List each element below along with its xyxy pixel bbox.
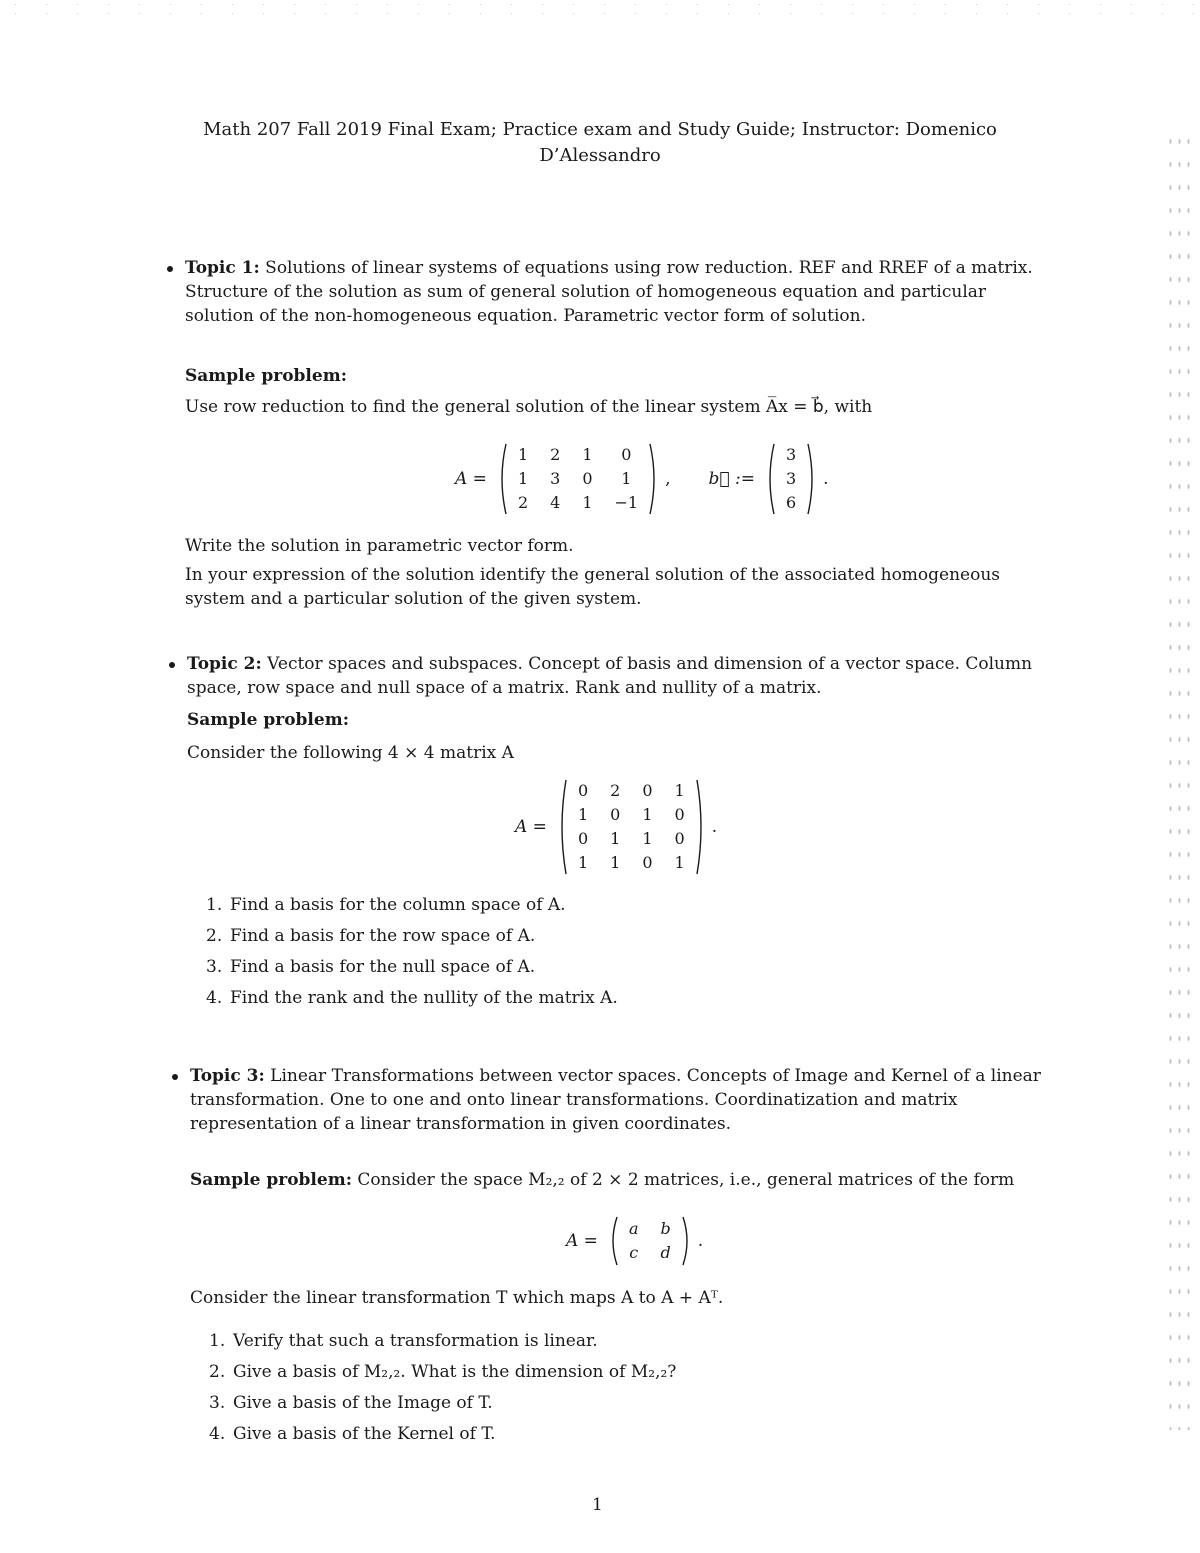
topic-1-heading: Topic 1:	[185, 258, 260, 278]
matrix-a-label: A =	[455, 469, 487, 489]
question-number: 4.	[206, 988, 223, 1008]
matrix-entry-cell: 1	[577, 853, 589, 872]
matrix-entry-row	[507, 491, 649, 515]
topic-3-sample	[190, 1168, 1014, 1192]
vector-entry-cell: 6	[785, 493, 797, 512]
topic-3-question-list	[209, 1329, 676, 1453]
vector-entry-row	[775, 491, 807, 515]
topic-3-equation	[566, 1216, 703, 1266]
matrix-entry-row	[567, 803, 696, 827]
question-item	[209, 1360, 676, 1391]
topic-3-text: Linear Transformations between vector spaces. Concepts of Image and Kernel of a linear transformation. One to one and onto linear transformations. Coordinatization and matrix representation of a linear transformation in given coordinates.	[190, 1066, 1041, 1134]
matrix-a	[557, 779, 706, 875]
matrix-entry-cell: 1	[517, 469, 529, 488]
matrix-entry-row	[507, 443, 649, 467]
matrix-entry-cell: 1	[610, 853, 621, 872]
question-text: Find a basis for the row space of A.	[230, 926, 536, 946]
matrix-entry-row	[618, 1217, 682, 1241]
vector-entry-row	[775, 443, 807, 467]
matrix-entry-cell: 1	[610, 829, 621, 848]
left-paren-icon	[557, 779, 567, 875]
matrix-entry-cell: 1	[642, 829, 653, 848]
question-number: 2.	[206, 926, 223, 946]
matrix-entry-cell: a	[628, 1219, 639, 1238]
matrix-entry-cell: 3	[550, 469, 561, 488]
left-paren-icon	[608, 1216, 618, 1266]
topic-2-problem-intro: Consider the following 4 × 4 matrix A	[187, 743, 514, 763]
matrix-entry-cell: 0	[642, 781, 653, 800]
vector-entry-cell: 3	[785, 469, 797, 488]
matrix-entry-cell: 1	[582, 445, 593, 464]
vector-b-label: b⃗ :=	[708, 469, 755, 489]
topic-2-text: Vector spaces and subspaces. Concept of basis and dimension of a vector space. Column space, row space and null space of a matrix. Rank and nullity of a matrix.	[187, 654, 1033, 698]
matrix-entry-cell: 0	[674, 829, 685, 848]
question-text: Find the rank and the nullity of the matrix A.	[230, 988, 618, 1008]
matrix-a	[497, 443, 659, 515]
question-item	[206, 893, 618, 924]
right-paren-icon	[649, 443, 659, 515]
question-number: 3.	[206, 957, 223, 977]
matrix-entry-cell: 0	[577, 781, 589, 800]
matrix-entry-row	[567, 779, 696, 803]
right-paren-icon	[696, 779, 706, 875]
scan-noise-top	[0, 0, 1200, 14]
topic-2-heading: Topic 2:	[187, 654, 262, 674]
topic-3-transform-text: Consider the linear transformation T which maps A to A + Aᵀ.	[190, 1288, 724, 1308]
vector-entry-row	[775, 467, 807, 491]
matrix-entry-cell: 1	[642, 805, 653, 824]
matrix-entry-cell: 2	[550, 445, 561, 464]
matrix-entry-cell: 2	[517, 493, 529, 512]
vector-b	[765, 443, 817, 515]
left-paren-icon	[497, 443, 507, 515]
matrix-entry-cell: 1	[582, 493, 593, 512]
topic-1-instruction-1: Write the solution in parametric vector form.	[185, 536, 574, 556]
matrix-entry-cell: 0	[674, 805, 685, 824]
page-title	[160, 117, 1040, 169]
question-number: 4.	[209, 1424, 226, 1444]
matrix-entry-cell: 1	[517, 445, 529, 464]
matrix-a-grid	[618, 1217, 682, 1265]
bullet-icon	[172, 1074, 178, 1080]
question-item	[206, 924, 618, 955]
right-paren-icon	[682, 1216, 692, 1266]
matrix-entry-cell: 0	[577, 829, 589, 848]
matrix-entry-cell: d	[660, 1243, 671, 1262]
matrix-a	[608, 1216, 692, 1266]
matrix-entry-cell: −1	[614, 493, 639, 512]
topic-3-sample-label: Sample problem:	[190, 1170, 352, 1190]
topic-1-problem-intro: Use row reduction to find the general solution of the linear system A̅x = b⃗, with	[185, 397, 873, 417]
matrix-entry-cell: 2	[610, 781, 621, 800]
question-text: Give a basis of the Image of T.	[233, 1393, 493, 1413]
matrix-entry-cell: 1	[577, 805, 589, 824]
topic-1-instruction-2: In your expression of the solution identify the general solution of the associated homogeneous system and a particular solution of the given system.	[185, 565, 1001, 609]
question-item	[206, 986, 618, 1017]
topic-3	[190, 1064, 1055, 1136]
question-number: 1.	[209, 1331, 226, 1351]
question-text: Verify that such a transformation is linear.	[233, 1331, 598, 1351]
matrix-entry-cell: c	[629, 1243, 639, 1262]
question-number: 2.	[209, 1362, 226, 1382]
title-line-1: Math 207 Fall 2019 Final Exam; Practice exam and Study Guide; Instructor: Domenico	[203, 119, 997, 140]
topic-3-heading: Topic 3:	[190, 1066, 265, 1086]
matrix-entry-row	[618, 1241, 682, 1265]
topic-1	[185, 256, 1050, 328]
question-text: Give a basis of M₂,₂. What is the dimension of M₂,₂?	[233, 1362, 677, 1382]
matrix-a-grid	[567, 779, 696, 875]
period: .	[697, 1231, 704, 1251]
scan-noise-right	[1166, 130, 1194, 1430]
matrix-entry-row	[567, 827, 696, 851]
question-item	[209, 1329, 676, 1360]
topic-1-equation	[455, 442, 829, 516]
topic-2-equation	[515, 779, 717, 875]
topic-1-sample-label: Sample problem:	[185, 366, 347, 386]
question-item	[206, 955, 618, 986]
title-line-2: D’Alessandro	[539, 145, 661, 166]
matrix-entry-cell: 0	[610, 805, 621, 824]
vector-entry-cell: 3	[785, 445, 797, 464]
matrix-entry-cell: b	[660, 1219, 671, 1238]
matrix-entry-cell: 1	[674, 781, 685, 800]
bullet-icon	[167, 266, 173, 272]
page-number: 1	[592, 1495, 603, 1515]
question-text: Find a basis for the null space of A.	[230, 957, 536, 977]
topic-2-sample-label: Sample problem:	[187, 710, 349, 730]
question-text: Give a basis of the Kernel of T.	[233, 1424, 496, 1444]
right-paren-icon	[807, 443, 817, 515]
comma: ,	[665, 469, 671, 489]
question-text: Find a basis for the column space of A.	[230, 895, 566, 915]
topic-2-question-list	[206, 893, 618, 1017]
matrix-entry-cell: 4	[550, 493, 561, 512]
matrix-a-label: A =	[515, 817, 547, 837]
matrix-entry-cell: 0	[621, 445, 632, 464]
period: .	[823, 469, 829, 489]
matrix-entry-row	[507, 467, 649, 491]
matrix-entry-row	[567, 851, 696, 875]
topic-1-text: Solutions of linear systems of equations using row reduction. REF and RREF of a matrix. Structure of the solution as sum of general solution of homogeneous equation and particular solution of the non-homogeneous equation. Parametric vector form of solution.	[185, 258, 1033, 326]
topic-3-problem-intro: Consider the space M₂,₂ of 2 × 2 matrices, i.e., general matrices of the form	[357, 1170, 1015, 1190]
question-number: 1.	[206, 895, 223, 915]
matrix-entry-cell: 0	[642, 853, 653, 872]
matrix-a-label: A =	[566, 1231, 598, 1251]
question-item	[209, 1391, 676, 1422]
question-number: 3.	[209, 1393, 226, 1413]
bullet-icon	[169, 662, 175, 668]
matrix-a-grid	[507, 443, 649, 515]
left-paren-icon	[765, 443, 775, 515]
matrix-entry-cell: 0	[582, 469, 593, 488]
vector-b-grid	[775, 443, 807, 515]
question-item	[209, 1422, 676, 1453]
period: .	[711, 817, 718, 837]
matrix-entry-cell: 1	[621, 469, 632, 488]
matrix-entry-cell: 1	[674, 853, 685, 872]
topic-2	[187, 652, 1052, 700]
